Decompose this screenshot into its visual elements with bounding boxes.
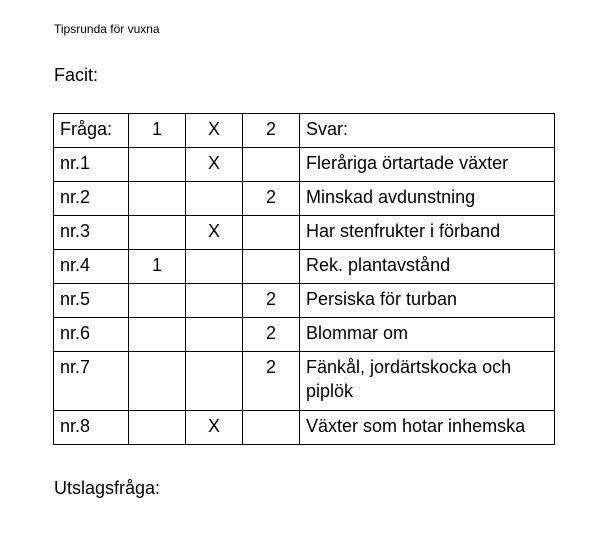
header-one: 1: [129, 114, 186, 148]
table-row: [54, 352, 555, 411]
choice-x-cell: X: [186, 148, 243, 182]
question-cell: nr.7: [54, 352, 129, 411]
choice-x-cell: X: [186, 216, 243, 250]
answer-cell: Har stenfrukter i förband: [300, 216, 555, 250]
table-row: [54, 216, 555, 250]
header-question: Fråga:: [54, 114, 129, 148]
header-x: X: [186, 114, 243, 148]
tiebreaker-heading: Utslagsfråga:: [54, 478, 161, 498]
choice-two-cell: [243, 148, 300, 182]
facit-heading: Facit:: [54, 65, 99, 85]
choice-one-cell: [129, 318, 186, 352]
choice-two-cell: 2: [243, 182, 300, 216]
answer-cell: Minskad avdunstning: [300, 182, 555, 216]
choice-x-cell: X: [186, 411, 243, 445]
question-cell: nr.2: [54, 182, 129, 216]
question-cell: nr.3: [54, 216, 129, 250]
choice-two-cell: [243, 216, 300, 250]
question-cell: nr.5: [54, 284, 129, 318]
choice-two-cell: [243, 411, 300, 445]
table-row: [54, 182, 555, 216]
choice-x-cell: [186, 250, 243, 284]
choice-one-cell: [129, 216, 186, 250]
choice-one-cell: [129, 411, 186, 445]
choice-two-cell: [243, 250, 300, 284]
question-cell: nr.6: [54, 318, 129, 352]
table-row: [54, 148, 555, 182]
table-row: [54, 411, 555, 445]
choice-one-cell: [129, 352, 186, 411]
answer-cell: Växter som hotar inhemska: [300, 411, 555, 445]
answer-cell: Persiska för turban: [300, 284, 555, 318]
table-row: [54, 250, 555, 284]
choice-two-cell: 2: [243, 284, 300, 318]
choice-x-cell: [186, 284, 243, 318]
choice-one-cell: [129, 182, 186, 216]
choice-one-cell: [129, 284, 186, 318]
answer-table: [53, 113, 555, 445]
answer-cell: Fleråriga örtartade växter: [300, 148, 555, 182]
document-title: Tipsrunda för vuxna: [54, 22, 160, 36]
question-cell: nr.1: [54, 148, 129, 182]
choice-x-cell: [186, 318, 243, 352]
answer-cell: Blommar om: [300, 318, 555, 352]
table-row: [54, 318, 555, 352]
header-two: 2: [243, 114, 300, 148]
choice-x-cell: [186, 352, 243, 411]
question-cell: nr.8: [54, 411, 129, 445]
table-header-row: [54, 114, 555, 148]
choice-one-cell: [129, 148, 186, 182]
answer-cell: Rek. plantavstånd: [300, 250, 555, 284]
table-row: [54, 284, 555, 318]
answer-cell: Fänkål, jordärtskocka och piplök: [300, 352, 555, 411]
choice-two-cell: 2: [243, 318, 300, 352]
choice-two-cell: 2: [243, 352, 300, 411]
choice-one-cell: 1: [129, 250, 186, 284]
question-cell: nr.4: [54, 250, 129, 284]
choice-x-cell: [186, 182, 243, 216]
header-answer: Svar:: [300, 114, 555, 148]
